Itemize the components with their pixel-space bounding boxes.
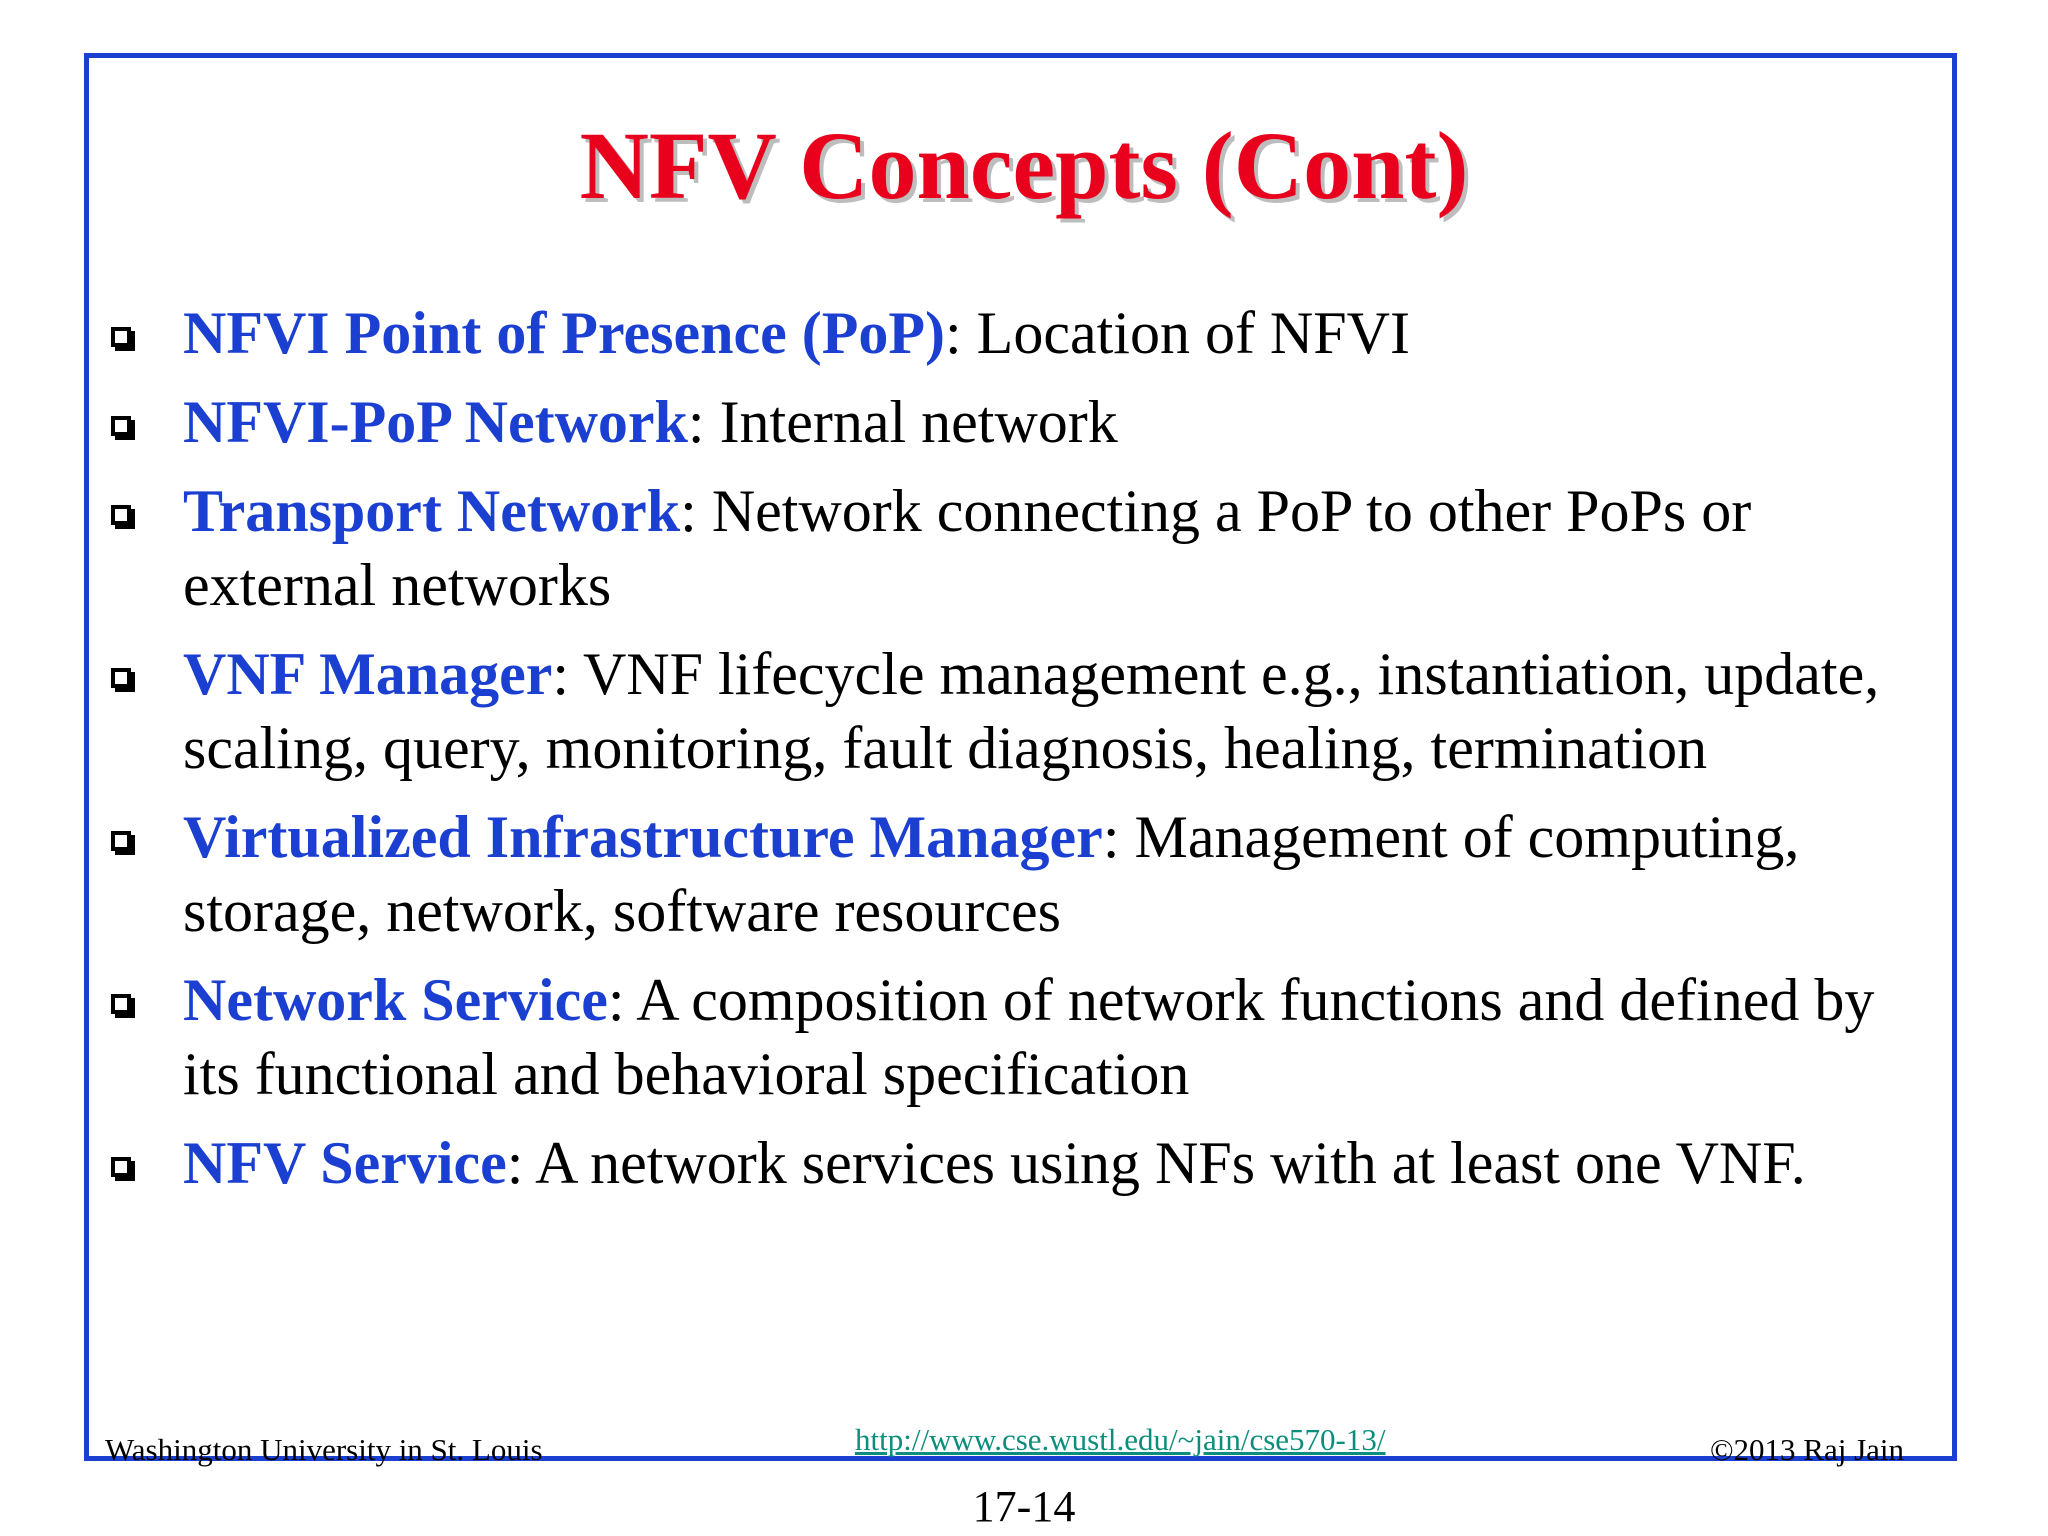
bullet-item (105, 800, 1925, 948)
bullet-item (105, 385, 1925, 459)
bullet-item (105, 963, 1925, 1111)
bullet-item (105, 474, 1925, 622)
bullet-text: : Network connecting a PoP to other PoPs or external networks (183, 478, 1752, 618)
bullet-list (105, 296, 1925, 1215)
square-bullet-icon (111, 1157, 131, 1177)
slide-title: NFV Concepts (Cont) (579, 112, 1469, 219)
bullet-term: NFVI Point of Presence (PoP) (183, 300, 946, 366)
bullet-item (105, 1126, 1925, 1200)
bullet-term: NFVI-PoP Network (183, 389, 688, 455)
bullet-text: : VNF lifecycle management e.g., instantiation, update, scaling, query, monitoring, fault diagnosis, healing, termination (183, 641, 1880, 781)
bullet-text: : Management of computing, storage, network, software resources (183, 804, 1800, 944)
bullet-text: : Location of NFVI (945, 300, 1410, 366)
square-bullet-icon (111, 994, 131, 1014)
bullet-term: Virtualized Infrastructure Manager (183, 804, 1103, 870)
bullet-term: Transport Network (183, 478, 681, 544)
footer-copyright: ©2013 Raj Jain (1710, 1432, 1905, 1467)
square-bullet-icon (111, 416, 131, 436)
footer-course-link[interactable]: http://www.cse.wustl.edu/~jain/cse570-13/ (855, 1422, 1386, 1457)
bullet-term: Network Service (183, 967, 608, 1033)
bullet-term: VNF Manager (183, 641, 553, 707)
bullet-item (105, 296, 1925, 370)
footer-institution: Washington University in St. Louis (105, 1432, 543, 1467)
square-bullet-icon (111, 831, 131, 851)
square-bullet-icon (111, 327, 131, 347)
square-bullet-icon (111, 505, 131, 525)
bullet-term: NFV Service (183, 1130, 507, 1196)
bullet-text: : Internal network (687, 389, 1118, 455)
bullet-text: : A composition of network functions and defined by its functional and behavioral specification (183, 967, 1875, 1107)
square-bullet-icon (111, 668, 131, 688)
page-number: 17-14 (972, 1482, 1076, 1531)
bullet-item (105, 637, 1925, 785)
bullet-text: : A network services using NFs with at least one VNF. (506, 1130, 1806, 1196)
